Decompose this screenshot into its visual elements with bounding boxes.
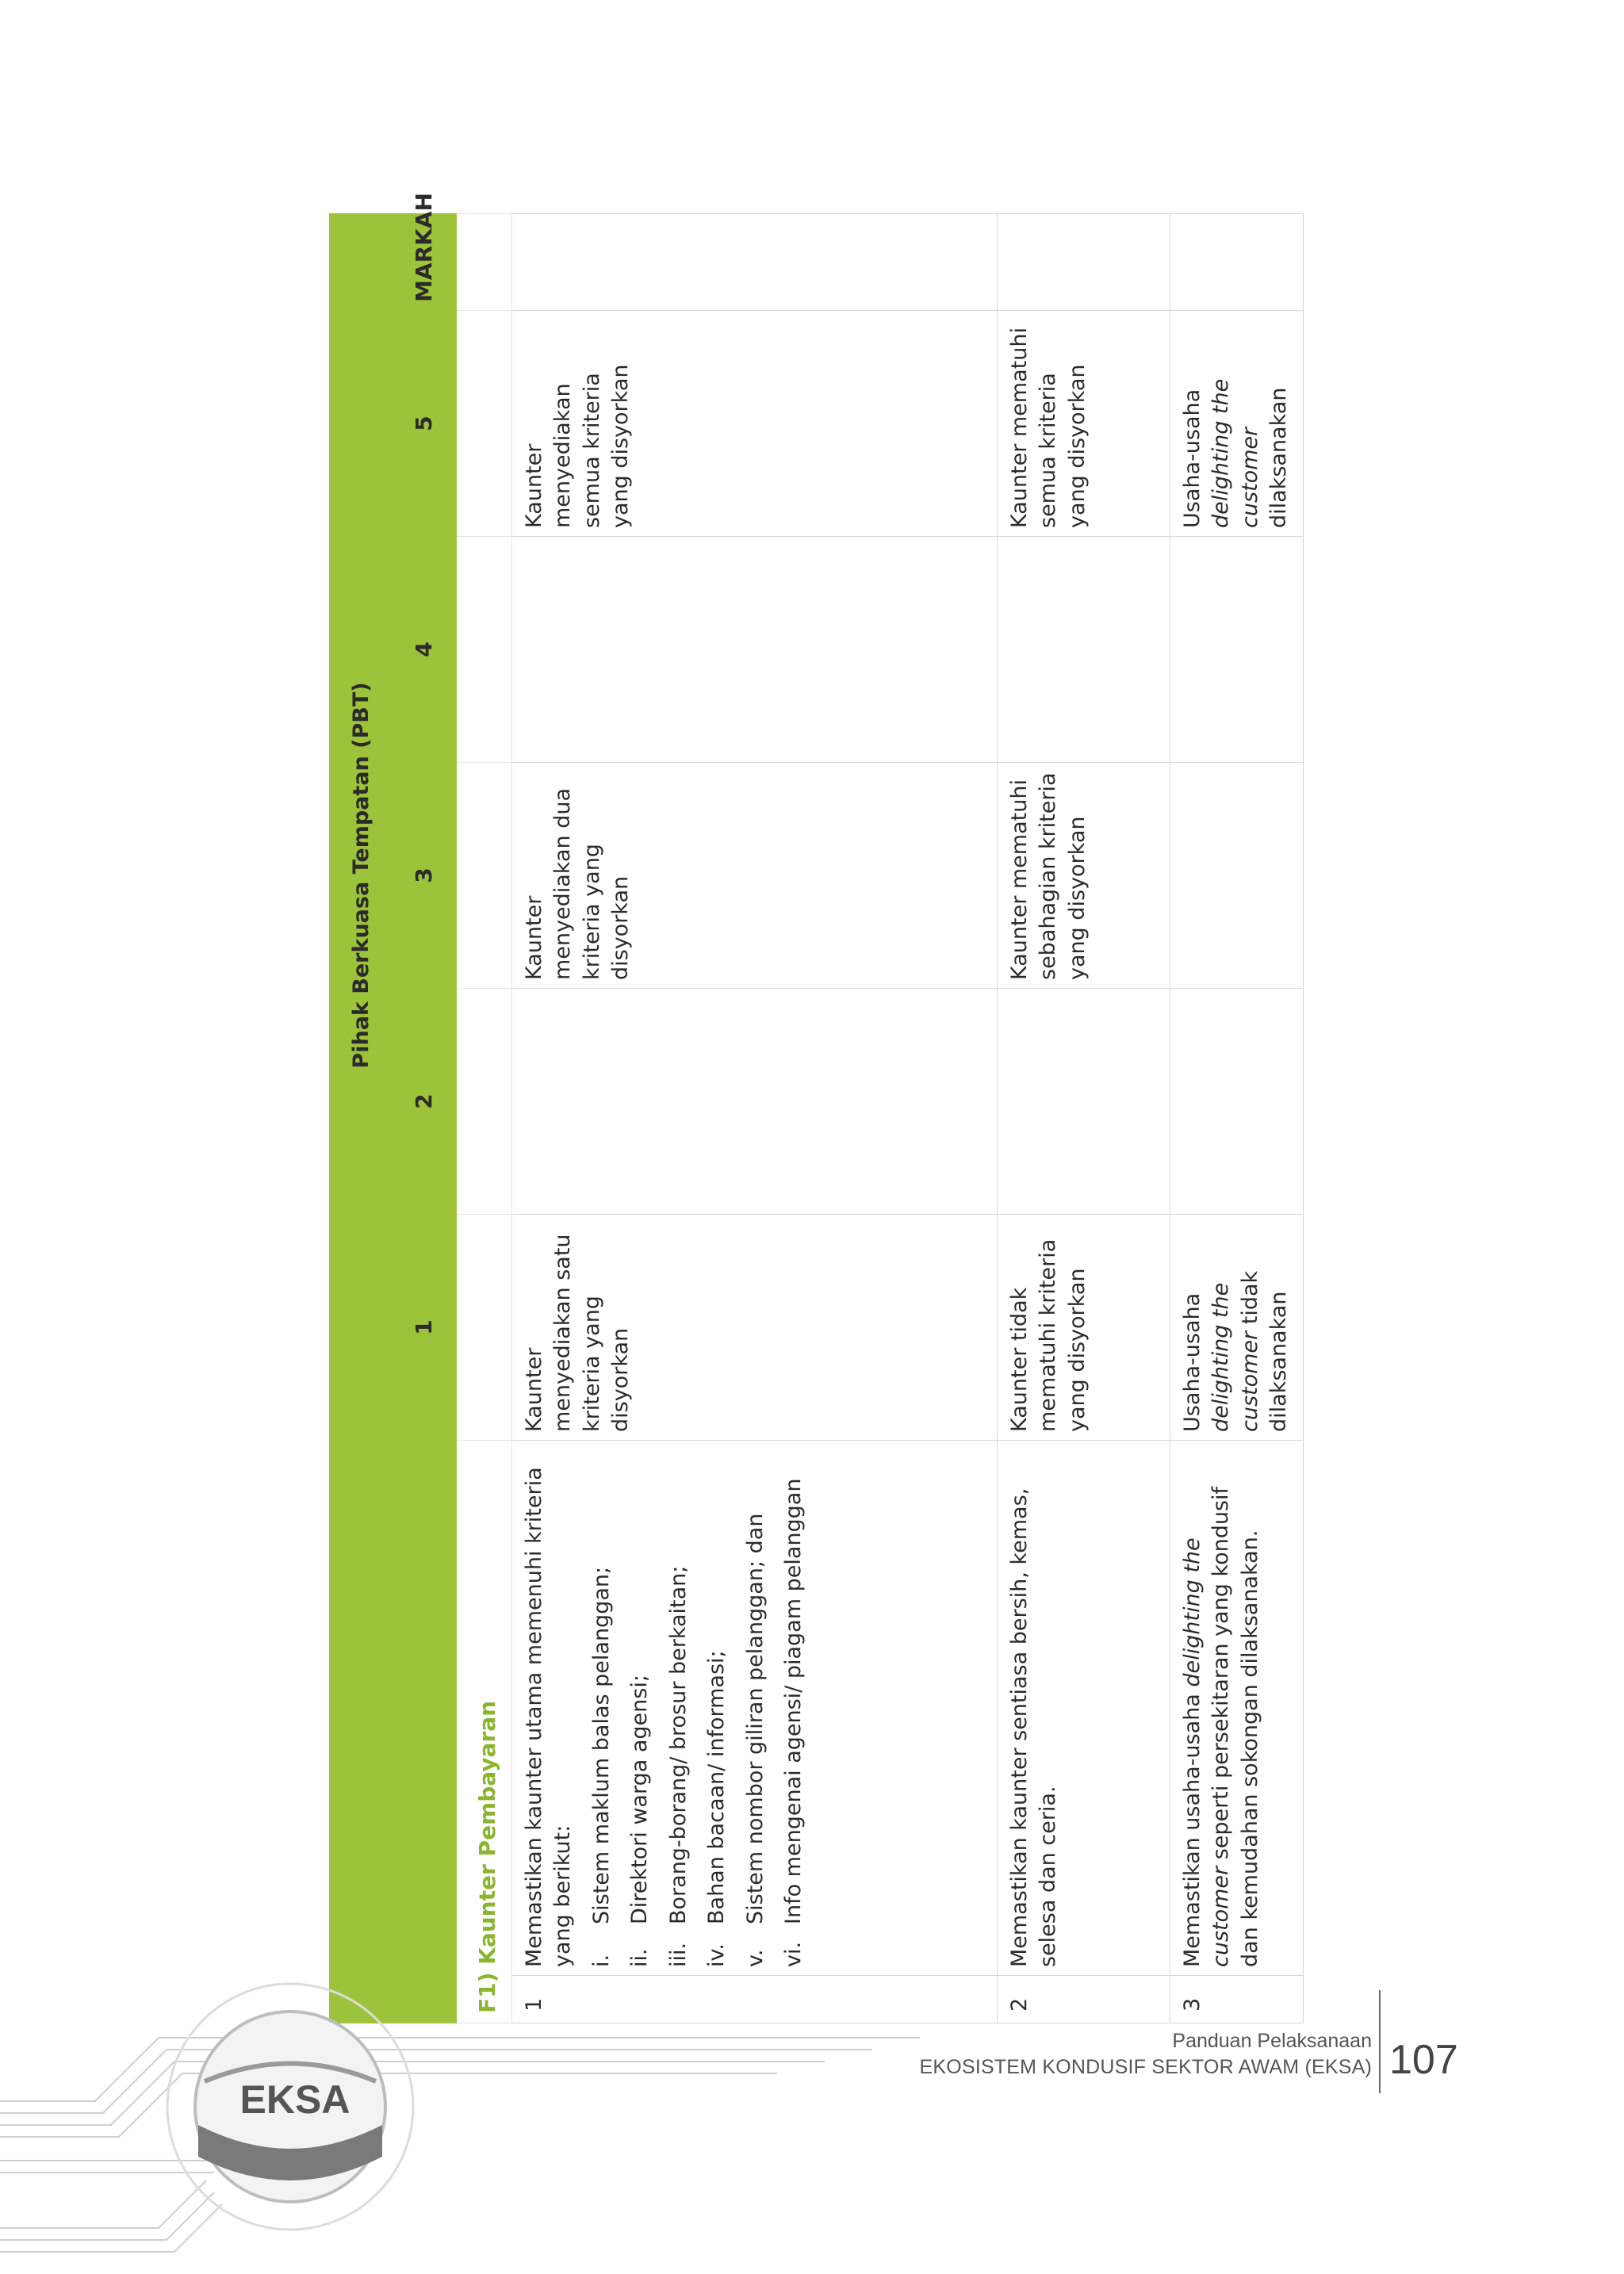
criteria-item: i. Sistem maklum balas pelanggan; [588, 1566, 614, 1967]
table-row [1170, 213, 1304, 2023]
score-1-cell: Usaha-usaha delighting the customer tidak dilaksanakan [1170, 1215, 1304, 1441]
table-header-row [392, 213, 457, 2023]
score-4-cell [998, 537, 1170, 763]
criteria-list [588, 1449, 809, 1967]
col-header-5: 5 [392, 310, 457, 536]
section-row [457, 213, 512, 2023]
table-row [998, 213, 1170, 2023]
section-title: F1) Kaunter Pembayaran [457, 1441, 512, 2023]
criteria-cell [512, 1441, 998, 1976]
criteria-item: ii. Direktori warga agensi; [627, 1675, 653, 1967]
score-4-cell [512, 537, 998, 763]
score-3-cell: Kaunter menyediakan dua kriteria yang disyorkan [512, 763, 998, 989]
criteria-item: vi. Info mengenai agensi/ piagam pelanggan [781, 1478, 806, 1967]
evaluation-table-rotated [329, 193, 1303, 2023]
score-4-cell [1170, 537, 1304, 763]
criteria-item: iv. Bahan bacaan/ informasi; [704, 1650, 730, 1967]
evaluation-table [329, 193, 1304, 2023]
markah-cell [998, 213, 1170, 310]
col-header-markah: MARKAH [392, 213, 457, 310]
eksa-logo-decoration [0, 1951, 936, 2274]
score-3-cell [1170, 763, 1304, 989]
score-5-cell: Kaunter menyediakan semua kriteria yang disyorkan [512, 310, 998, 536]
score-5-cell: Kaunter mematuhi semua kriteria yang disyorkan [998, 310, 1170, 536]
score-5-cell: Usaha-usaha delighting the customer dilaksanakan [1170, 310, 1304, 536]
row-number: 1 [512, 1976, 998, 2023]
col-header-4: 4 [392, 537, 457, 763]
criteria-item: iii. Borang-borang/ brosur berkaitan; [665, 1565, 691, 1967]
score-2-cell [998, 989, 1170, 1215]
criteria-cell: Memastikan usaha-usaha delighting the customer seperti persekitaran yang kondusif dan kemudahan sokongan dilaksanakan. [1170, 1441, 1304, 1976]
score-1-cell: Kaunter menyediakan satu kriteria yang disyorkan [512, 1215, 998, 1441]
col-header-1: 1 [392, 1215, 457, 1441]
score-3-cell: Kaunter mematuhi sebahagian kriteria yang disyorkan [998, 763, 1170, 989]
logo-text: EKSA [239, 2077, 350, 2122]
criteria-cell: Memastikan kaunter sentiasa bersih, kemas, selesa dan ceria. [998, 1441, 1170, 1976]
col-header-3: 3 [392, 763, 457, 989]
page-number: 107 [1389, 2037, 1458, 2083]
criteria-text: Memastikan kaunter utama memenuhi kriteria yang berikut: [522, 1467, 576, 1967]
markah-cell [512, 213, 998, 310]
score-2-cell [512, 989, 998, 1215]
table-band-row [330, 213, 392, 2023]
score-1-cell: Kaunter tidak mematuhi kriteria yang disyorkan [998, 1215, 1170, 1441]
criteria-item: v. Sistem nombor giliran pelanggan; dan [742, 1513, 768, 1967]
footer-separator [1379, 1990, 1381, 2093]
band-title: Pihak Berkuasa Tempatan (PBT) [330, 310, 392, 1440]
row-number: 3 [1170, 1976, 1304, 2023]
row-number: 2 [998, 1976, 1170, 2023]
markah-cell [1170, 213, 1304, 310]
score-2-cell [1170, 989, 1304, 1215]
footer-title-line1: Panduan Pelaksanaan [1172, 2030, 1372, 2052]
col-header-2: 2 [392, 989, 457, 1215]
footer-title-line2: EKOSISTEM KONDUSIF SEKTOR AWAM (EKSA) [919, 2056, 1372, 2078]
table-row [512, 213, 998, 2023]
circuit-lines-icon [0, 2038, 920, 2252]
